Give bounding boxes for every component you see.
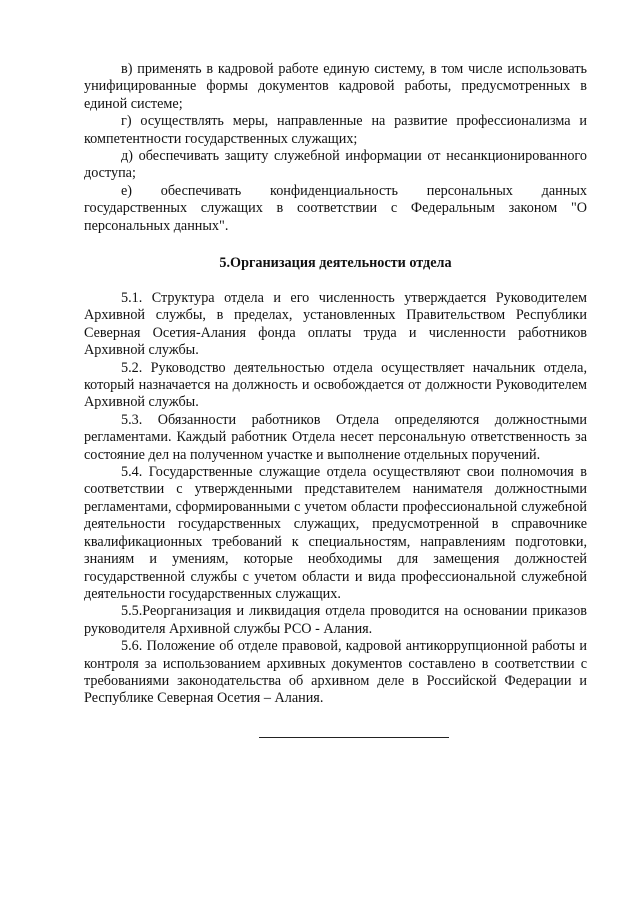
list-item: г) осуществлять меры, направленные на развитие профессионализма и компетентности государственных служащих; [84, 113, 587, 147]
paragraph: 5.4. Государственные служащие отдела осуществляют свои полномочия в соответствии с утвержденными представителем нанимателя должностными регламентами, сформированными с учетом области профессиональной служебной деятельности государственных служащих, предусмотренной в справочнике квалификационных требований к специальностям, направлениям подготовки, знаниям и умениям, которые необходимы для замещения должностей государственной службы с учетом области и вида профессиональной служебной деятельности государственных служащих. [84, 464, 587, 602]
list-item: в) применять в кадровой работе единую систему, в том числе использовать унифицированные формы документов кадровой работы, предусмотренных в единой системе; [84, 61, 587, 112]
section-body [84, 290, 587, 708]
list-item: д) обеспечивать защиту служебной информации от несанкционированного доступа; [84, 148, 587, 182]
end-divider [259, 737, 449, 738]
paragraph: 5.2. Руководство деятельностью отдела осуществляет начальник отдела, который назначается на должность и освобождается от должности Руководителем Архивной службы. [84, 359, 587, 411]
list-item: е) обеспечивать конфиденциальность персональных данных государственных служащих в соответствии с Федеральным законом "О персональных данных". [84, 182, 587, 234]
duties-list [84, 61, 587, 235]
section-title: 5.Организация деятельности отдела [219, 255, 452, 271]
paragraph: 5.1. Структура отдела и его численность утверждается Руководителем Архивной службы, в пределах, установленных Правительством Республики Северная Осетия-Алания фонда оплаты труда и численности работников Архивной службы. [84, 290, 587, 359]
paragraph: 5.5.Реорганизация и ликвидация отдела проводится на основании приказов руководителя Архивной службы РСО - Алания. [84, 603, 587, 637]
paragraph: 5.3. Обязанности работников Отдела определяются должностными регламентами. Каждый работник Отдела несет персональную ответственность за состояние дел на полученном участке и выполнение отдельных поручений. [84, 411, 587, 463]
paragraph: 5.6. Положение об отделе правовой, кадровой антикоррупционной работы и контроля за использованием архивных документов составлено в соответствии с требованиями законодательства об архивном деле в Российской Федерации и Республике Северная Осетия – Алания. [84, 638, 587, 707]
